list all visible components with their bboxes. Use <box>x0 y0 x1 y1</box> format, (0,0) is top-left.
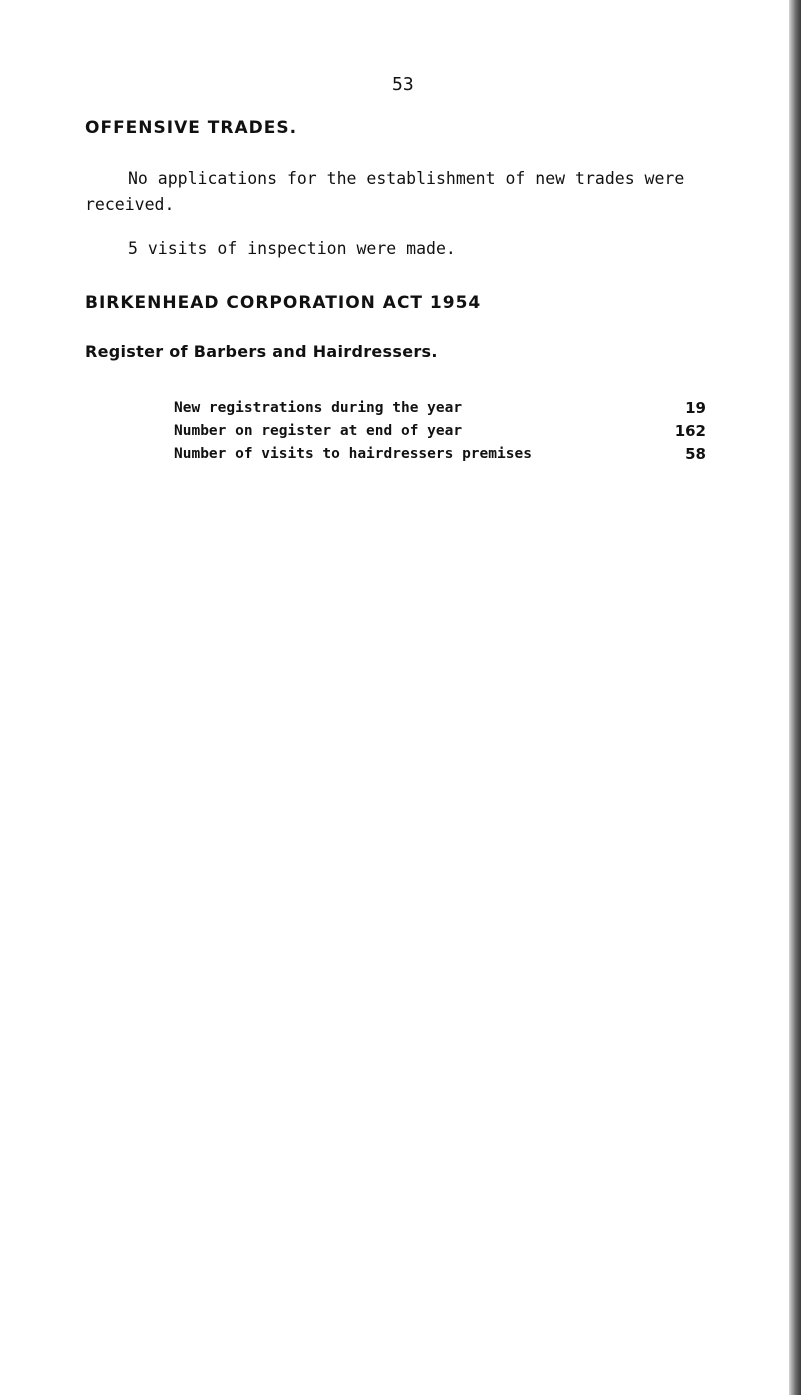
stat-value: 58 <box>685 445 706 463</box>
birkenhead-act-heading: BIRKENHEAD CORPORATION ACT 1954 <box>85 293 482 313</box>
page-number: 53 <box>392 74 414 95</box>
offensive-trades-heading: OFFENSIVE TRADES. <box>85 118 298 138</box>
stat-row <box>174 420 706 443</box>
scan-edge-shadow <box>789 0 801 1395</box>
stat-label: New registrations during the year <box>174 400 463 416</box>
stat-label: Number of visits to hairdressers premises <box>174 446 532 462</box>
inspection-visits-paragraph: 5 visits of inspection were made. <box>128 239 456 258</box>
applications-paragraph-line-1: No applications for the establishment of new trades were <box>128 169 685 188</box>
stat-value: 162 <box>674 422 706 440</box>
register-title: Register of Barbers and Hairdressers. <box>85 342 438 361</box>
stat-row <box>174 397 706 420</box>
applications-paragraph-line-2: received. <box>85 195 175 214</box>
register-statistics <box>174 397 706 466</box>
stat-value: 19 <box>685 399 706 417</box>
stat-label: Number on register at end of year <box>174 423 463 439</box>
stat-row <box>174 443 706 466</box>
